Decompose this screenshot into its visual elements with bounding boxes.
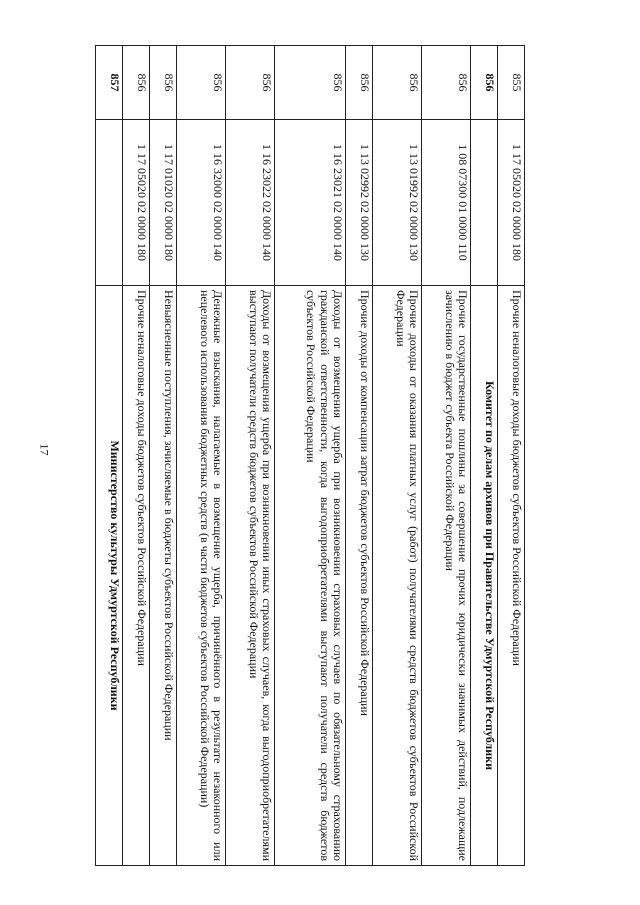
revenue-codes-table [95,45,525,866]
budget-code-cell: 1 16 23022 02 0000 140 [225,120,274,286]
table-container [95,45,525,865]
revenue-name-cell: Доходы от возмещения ущерба при возникновении страховых случаев по обязательному страхованию гражданской ответственности, когда выгодоприобретателями выступают получатели средств бюджетов субъектов Российской Федерации [275,286,346,866]
budget-code-cell [96,120,123,286]
admin-code-cell: 856 [373,46,422,120]
section-header-row [96,46,123,866]
admin-code-cell: 856 [275,46,346,120]
revenue-name-cell: Прочие неналоговые доходы бюджетов субъектов Российской Федерации [498,286,525,866]
table-row [225,46,274,866]
table-row [373,46,422,866]
revenue-name-cell: Денежные взыскания, налагаемые в возмещение ущерба, причинённого в результате незаконного или нецелевого использования бюджетных средств (в части бюджетов субъектов Российской Федерации) [176,286,225,866]
table-row [498,46,525,866]
admin-code-cell: 856 [346,46,373,120]
revenue-name-cell: Прочие неналоговые доходы бюджетов субъектов Российской Федерации [123,286,150,866]
budget-code-cell: 1 16 32000 02 0000 140 [176,120,225,286]
budget-code-cell: 1 17 01020 02 0000 180 [150,120,177,286]
revenue-name-cell: Доходы от возмещения ущерба при возникновении иных страховых случаев, когда выгодоприобретателями выступают получатели средств бюджетов субъектов Российской Федерации [225,286,274,866]
administrator-name-cell: Комитет по делам архивов при Правительстве Удмуртской Республики [471,286,498,866]
admin-code-cell: 855 [498,46,525,120]
budget-code-cell [471,120,498,286]
admin-code-cell: 856 [150,46,177,120]
section-header-row [471,46,498,866]
revenue-name-cell: Прочие доходы от компенсации затрат бюджетов субъектов Российской Федерации [346,286,373,866]
revenue-name-cell: Прочие доходы от оказания платных услуг (работ) получателями средств бюджетов субъектов Российской Федерации [373,286,422,866]
budget-code-cell: 1 16 23021 02 0000 140 [275,120,346,286]
budget-code-cell: 1 17 05020 02 0000 180 [123,120,150,286]
admin-code-cell: 856 [471,46,498,120]
administrator-name-cell: Министерство культуры Удмуртской Республики [96,286,123,866]
revenue-name-cell: Прочие государственные пошлины за совершение прочих юридически значимых действий, подлежащие зачислению в бюджет субъекта Российской Федерации [422,286,471,866]
budget-code-cell: 1 17 05020 02 0000 180 [498,120,525,286]
table-row [422,46,471,866]
page-number: 17 [37,443,52,456]
revenue-name-cell: Невыясненные поступления, зачисляемые в бюджеты субъектов Российской Федерации [150,286,177,866]
table-row [176,46,225,866]
admin-code-cell: 856 [422,46,471,120]
table-row [346,46,373,866]
table-row [275,46,346,866]
table-row [150,46,177,866]
budget-code-cell: 1 08 07300 01 0000 110 [422,120,471,286]
admin-code-cell: 856 [123,46,150,120]
admin-code-cell: 856 [176,46,225,120]
admin-code-cell: 857 [96,46,123,120]
admin-code-cell: 856 [225,46,274,120]
table-row [123,46,150,866]
budget-code-cell: 1 13 02992 02 0000 130 [346,120,373,286]
budget-code-cell: 1 13 01992 02 0000 130 [373,120,422,286]
